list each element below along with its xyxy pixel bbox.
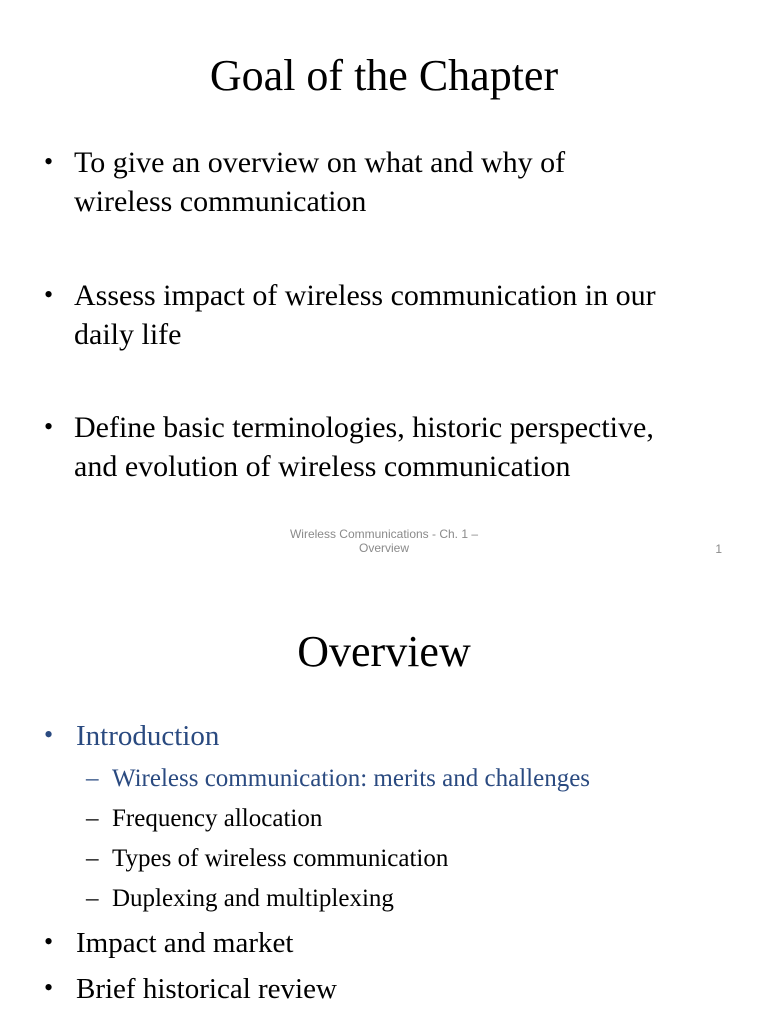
bullet-marker: •	[44, 973, 54, 1002]
bullet-marker: •	[44, 147, 54, 176]
overview-item-text: Impact and market	[76, 927, 294, 959]
bullet-line: wireless communication	[74, 185, 367, 218]
bullet-text	[74, 408, 734, 486]
page-number: 1	[715, 542, 722, 556]
bullet-text	[74, 276, 734, 354]
slide-overview	[0, 575, 768, 1024]
bullet-line: Define basic terminologies, historic perspective,	[74, 411, 654, 444]
sub-marker: –	[86, 845, 99, 872]
slide-title: Overview	[297, 627, 471, 676]
overview-subitem-text: Duplexing and multiplexing	[112, 885, 394, 912]
bullet-line: Assess impact of wireless communication in our	[74, 279, 656, 312]
overview-subitem-text: Frequency allocation	[112, 805, 323, 832]
bullet-line: daily life	[74, 318, 182, 351]
footer-line: Overview	[358, 541, 409, 555]
sub-marker: –	[86, 885, 99, 912]
slide-footer	[234, 527, 534, 555]
bullet-marker: •	[44, 412, 54, 441]
sub-marker: –	[86, 805, 99, 832]
overview-subitem-text: Wireless communication: merits and challenges	[112, 765, 591, 792]
slide-title: Goal of the Chapter	[209, 51, 559, 100]
bullet-line: To give an overview on what and why of	[74, 146, 566, 179]
bullet-marker: •	[44, 927, 54, 956]
overview-item-text: Introduction	[76, 720, 220, 752]
footer-line: Wireless Communications - Ch. 1 –	[289, 527, 479, 541]
bullet-line: and evolution of wireless communication	[74, 450, 571, 483]
sub-marker: –	[86, 765, 99, 792]
bullet-text	[74, 143, 734, 221]
bullet-marker: •	[44, 720, 54, 749]
overview-item-text: Brief historical review	[76, 973, 337, 1005]
overview-subitem-text: Types of wireless communication	[112, 845, 449, 872]
bullet-marker: •	[44, 280, 54, 309]
